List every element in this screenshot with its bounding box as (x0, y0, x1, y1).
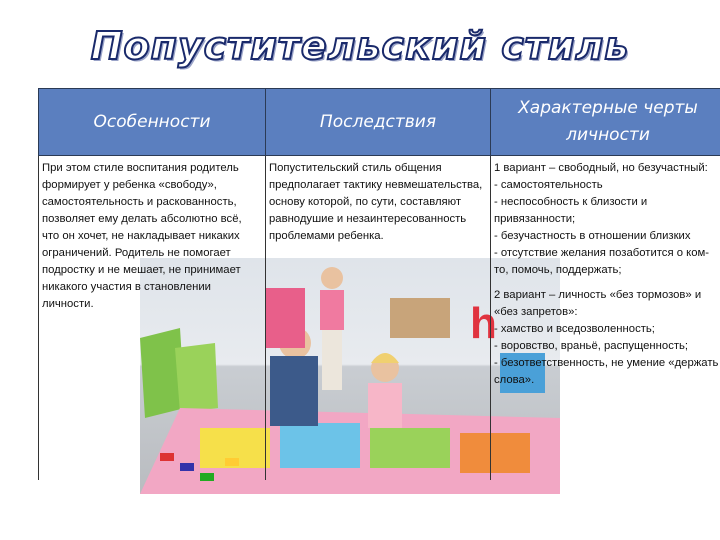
cell-consequences (266, 156, 491, 481)
table-header-row (39, 89, 720, 156)
traits-variant1: 1 вариант – свободный, но безучастный: - самостоятельность - неспособность к близости и привязанности; - безучастность в отношении близких - отсутствие желания позаботится о ком-то, помочь, поддержать; (494, 162, 710, 276)
toy-letter: h (470, 299, 497, 348)
table-row (39, 156, 720, 481)
header-traits: Характерные черты личности (491, 89, 720, 156)
consequences-text: Попустительский стиль общения предполагает тактику невмешательства, основу которой, по сути, составляют равнодушие и незаинтересованность проблемами ребенка. (269, 162, 483, 242)
header-consequences: Последствия (266, 89, 491, 156)
traits-variant2: 2 вариант – личность «без тормозов» и «без запретов»: - хамство и вседозволенность; - воровство, враньё, распущенность; - безответственность, не умение «держать слова». (494, 289, 719, 386)
style-table (38, 88, 720, 480)
slide-title: Попустительский стиль (90, 24, 630, 68)
features-text: При этом стиле воспитания родитель формирует у ребенка «свободу», самостоятельность и раскованность, позволяет ему делать абсолютно всё, что он хочет, не накладывает никаких ограничений. Родитель не помогает подростку и не мешает, не принимает никакого участия в становлении личности. (42, 162, 242, 310)
header-features: Особенности (39, 89, 266, 156)
cell-traits (491, 156, 720, 481)
cell-features (39, 156, 266, 481)
